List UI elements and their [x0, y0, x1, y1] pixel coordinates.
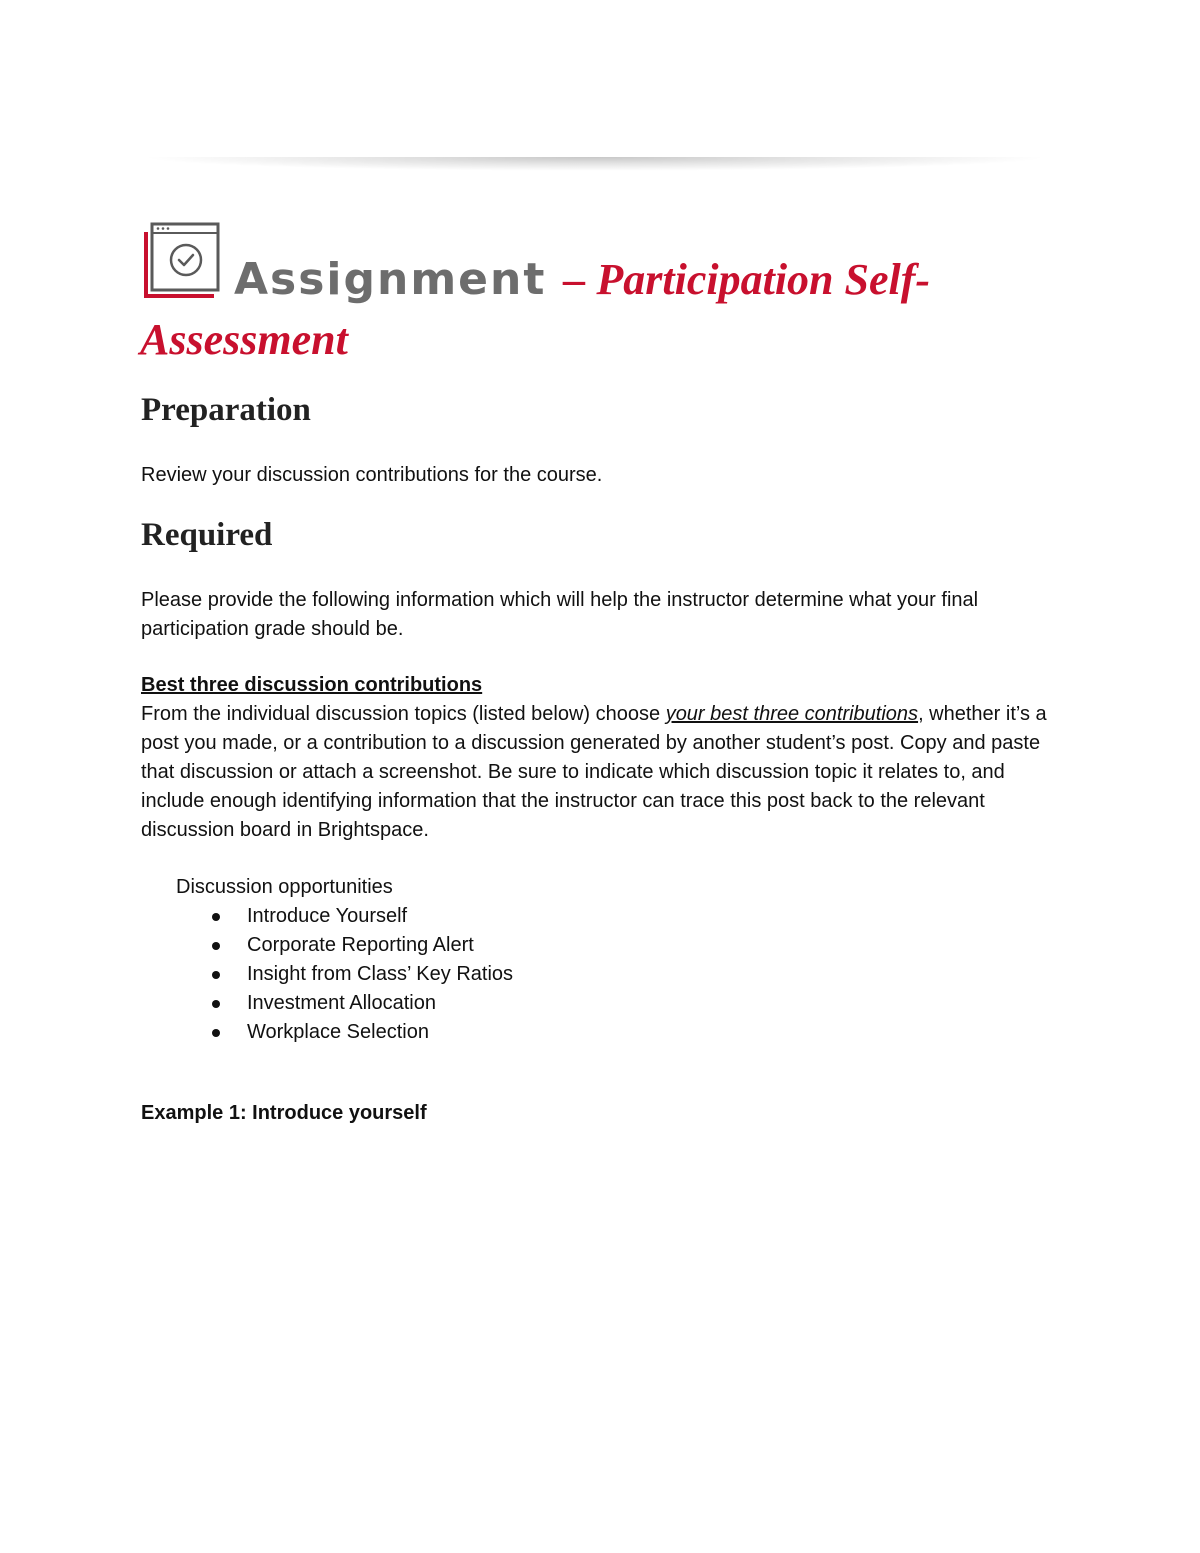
header-shadow-divider [140, 157, 1050, 171]
best-three-emphasis: your best three contributions [665, 703, 919, 725]
list-item-label: Investment Allocation [247, 992, 436, 1014]
required-text: Please provide the following information which will help the instructor determine what your final participation grade should be. [141, 589, 979, 640]
discussion-opportunities [176, 873, 513, 1047]
list-item [176, 989, 513, 1018]
best-three-text-before: From the individual discussion topics (listed below) choose [141, 703, 666, 725]
best-three-subheading: Best three discussion contributions [141, 674, 483, 696]
example-heading: Example 1: Introduce yourself [141, 1102, 427, 1124]
checkmark-window-icon [142, 220, 222, 300]
preparation-text: Review your discussion contributions for the course. [141, 464, 603, 486]
page-title-line-2: Assessment [140, 315, 348, 364]
required-heading: Required [141, 517, 273, 553]
page-title-line-1 [234, 254, 930, 305]
list-item-label: Introduce Yourself [247, 905, 408, 927]
bullet-icon [212, 971, 220, 979]
preparation-heading: Preparation [141, 392, 311, 428]
best-three-section [141, 671, 1061, 845]
list-item [176, 960, 513, 989]
discussion-label: Discussion opportunities [176, 876, 393, 898]
list-item [176, 1018, 513, 1047]
best-three-instructions [141, 700, 1061, 845]
bullet-icon [212, 1000, 220, 1008]
list-item-label: Insight from Class’ Key Ratios [247, 963, 514, 985]
best-three-text-after: , whether it’s a post you made, or a contribution to a discussion generated by another student’s post. Copy and paste that discussion or attach a screenshot. Be sure to indicate which discussion topic it relates to, and include enough identifying information that the instructor can trace this post back to the relevant discussion board in Brightspace. [141, 703, 1047, 841]
list-item-label: Corporate Reporting Alert [247, 934, 474, 956]
page-title-subtitle: – Participation Self- [552, 255, 931, 304]
bullet-icon [212, 942, 220, 950]
bullet-icon [212, 1029, 220, 1037]
bullet-icon [212, 913, 220, 921]
list-item-label: Workplace Selection [247, 1021, 429, 1043]
list-item [176, 931, 513, 960]
discussion-list [176, 902, 513, 1047]
list-item [176, 902, 513, 931]
page-title-word: Assignment [234, 254, 547, 305]
